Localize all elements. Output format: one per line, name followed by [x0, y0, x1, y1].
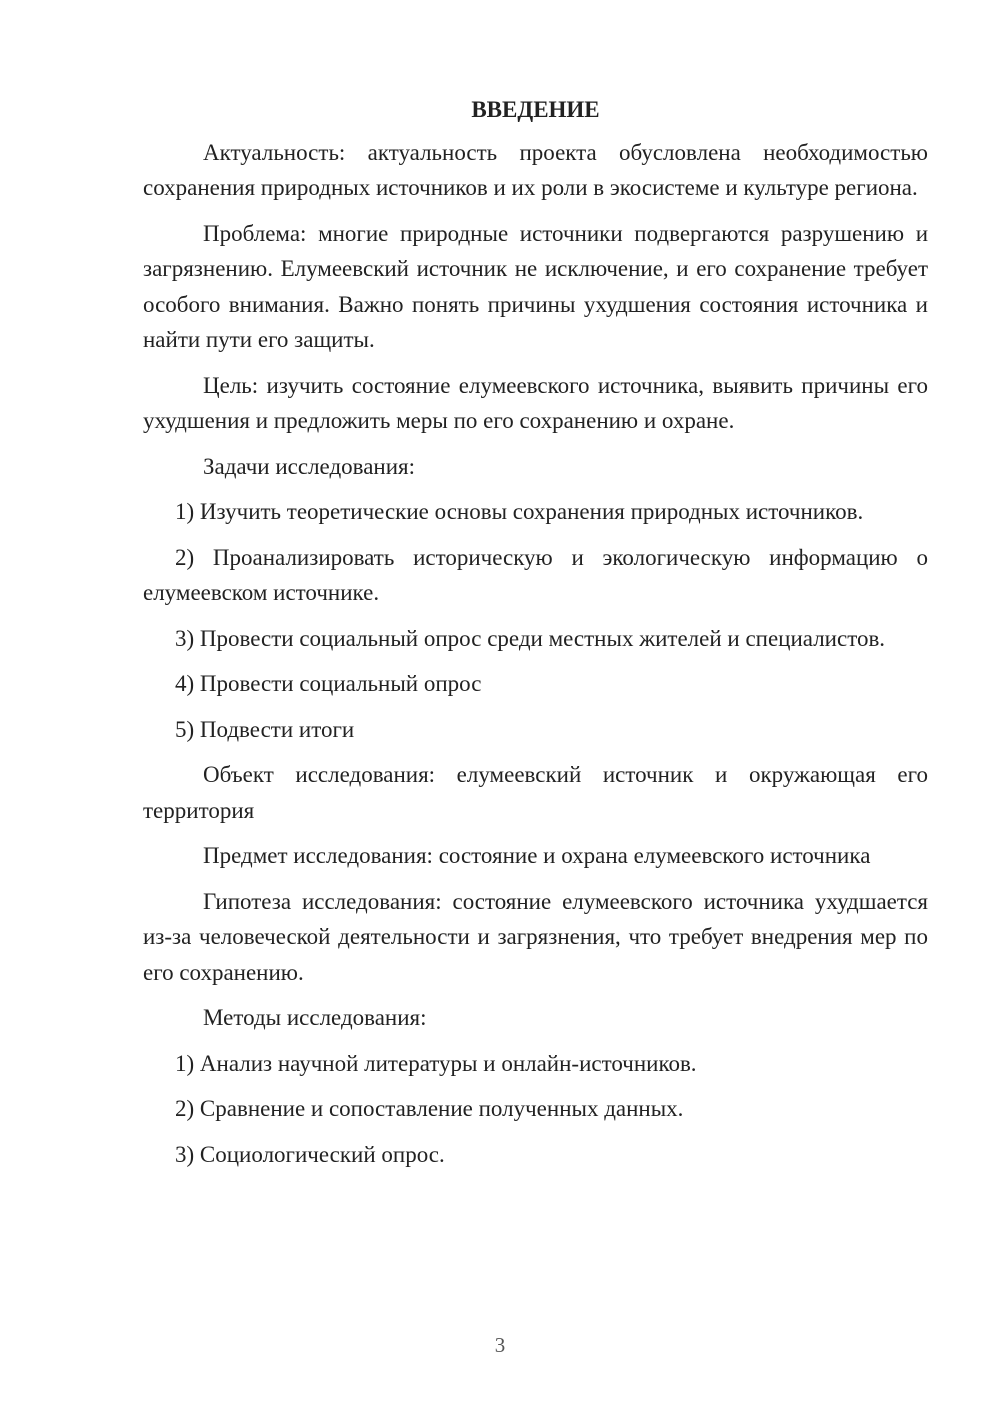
object-paragraph: Объект исследования: елумеевский источник и окружающая его территория — [143, 762, 928, 823]
methods-heading: Методы исследования: — [203, 1005, 427, 1030]
hypothesis-paragraph: Гипотеза исследования: состояние елумеевского источника ухудшается из-за человеческой деятельности и загрязнения, что требует внедрения мер по его сохранению. — [143, 888, 928, 985]
problem-paragraph: Проблема: многие природные источники подвергаются разрушению и загрязнению. Елумеевский источник не исключение, и его сохранение требует особого внимания. Важно понять причины ухудшения состояния источника и найти пути его защиты. — [143, 220, 928, 352]
method-item-3: 3) Социологический опрос. — [175, 1141, 445, 1167]
task-item-3: 3) Провести социальный опрос среди местных жителей и специалистов. — [175, 625, 886, 651]
section-heading: ВВЕДЕНИЕ — [471, 97, 600, 122]
task-item-2: 2) Проанализировать историческую и экологическую информацию о елумеевском источнике. — [143, 544, 928, 605]
method-item-1: 1) Анализ научной литературы и онлайн-источников. — [175, 1050, 697, 1076]
page-body — [143, 92, 928, 1182]
tasks-heading: Задачи исследования: — [203, 453, 416, 479]
task-item-1: 1) Изучить теоретические основы сохранения природных источников. — [175, 499, 864, 524]
method-item-2: 2) Сравнение и сопоставление полученных данных. — [175, 1096, 684, 1121]
goal-paragraph: Цель: изучить состояние елумеевского источника, выявить причины его ухудшения и предложить меры по его сохранению и охране. — [143, 372, 928, 433]
relevance-paragraph: Актуальность: актуальность проекта обусловлена необходимостью сохранения природных источников и их роли в экосистеме и культуре региона. — [143, 139, 928, 200]
page-number: 3 — [494, 1333, 506, 1357]
task-item-4: 4) Провести социальный опрос — [175, 671, 482, 696]
subject-paragraph: Предмет исследования: состояние и охрана елумеевского источника — [203, 843, 871, 868]
task-item-5: 5) Подвести итоги — [175, 716, 355, 742]
